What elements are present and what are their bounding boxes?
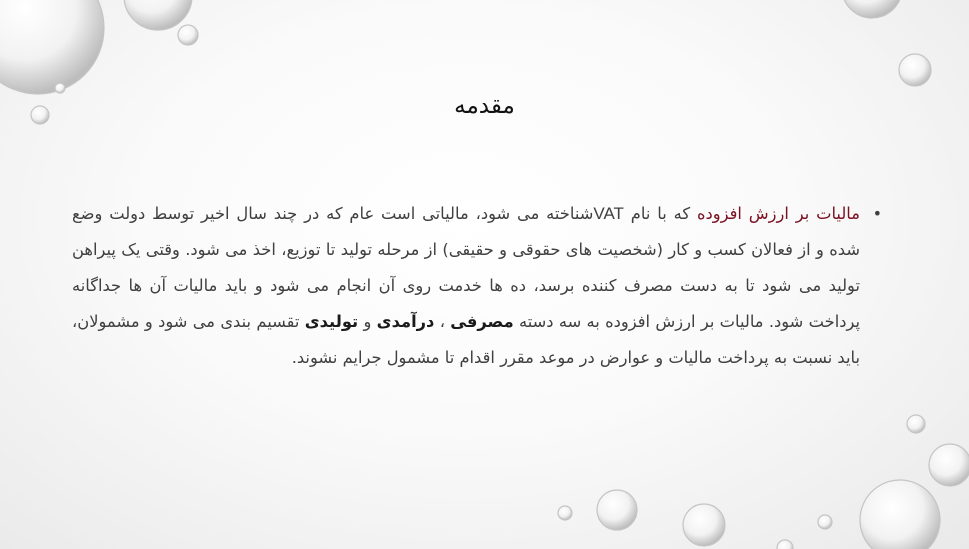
water-drop [597,490,637,530]
water-drop [929,444,969,486]
water-drop [683,504,725,546]
water-drop [907,415,925,433]
text-segment: تقسیم بندی می شود و مشمولان، باید نسبت به پرداخت مالیات و عوارض در موعد مقرر اقدام تا مشمول جرایم نشوند. [72,312,860,367]
highlight-term: مالیات بر ارزش افزوده [696,204,860,223]
water-drop [178,25,198,45]
bold-term-consumption: مصرفی [450,312,514,331]
water-drop [899,54,931,86]
water-drop [860,480,940,549]
bullet-icon: • [872,204,882,223]
text-segment: و [358,312,377,331]
vat-abbreviation: VAT [593,204,624,223]
water-drop [124,0,192,30]
text-segment: شناخته می شود، مالیاتی است عام که در چند سال اخیر توسط دولت وضع شده و از فعالان کسب و کار (شخصیت های حقوقی و حقیقی) از مرحله تولید تا توزیع، اخذ می شود. وقتی یک پیراهن تولید می شود تا به دست مصرف کننده برسد، ده ها خدمت روی آن انجام می شود و باید مالیات آن ها جداگانه پرداخت شود. مالیات بر ارزش افزوده به سه دسته [72,204,860,331]
text-segment: که با نام [623,204,697,223]
water-drop [818,515,832,529]
water-drop [0,0,104,94]
slide-title: مقدمه [454,93,515,119]
water-drop [558,506,572,520]
bold-term-production: تولیدی [304,312,359,331]
slide-body [72,196,882,376]
body-paragraph [72,196,860,376]
text-segment: ، [434,312,451,331]
water-drop [842,0,902,18]
bold-term-income: درآمدی [376,312,435,331]
water-drop [55,83,65,93]
water-drop [777,540,793,549]
